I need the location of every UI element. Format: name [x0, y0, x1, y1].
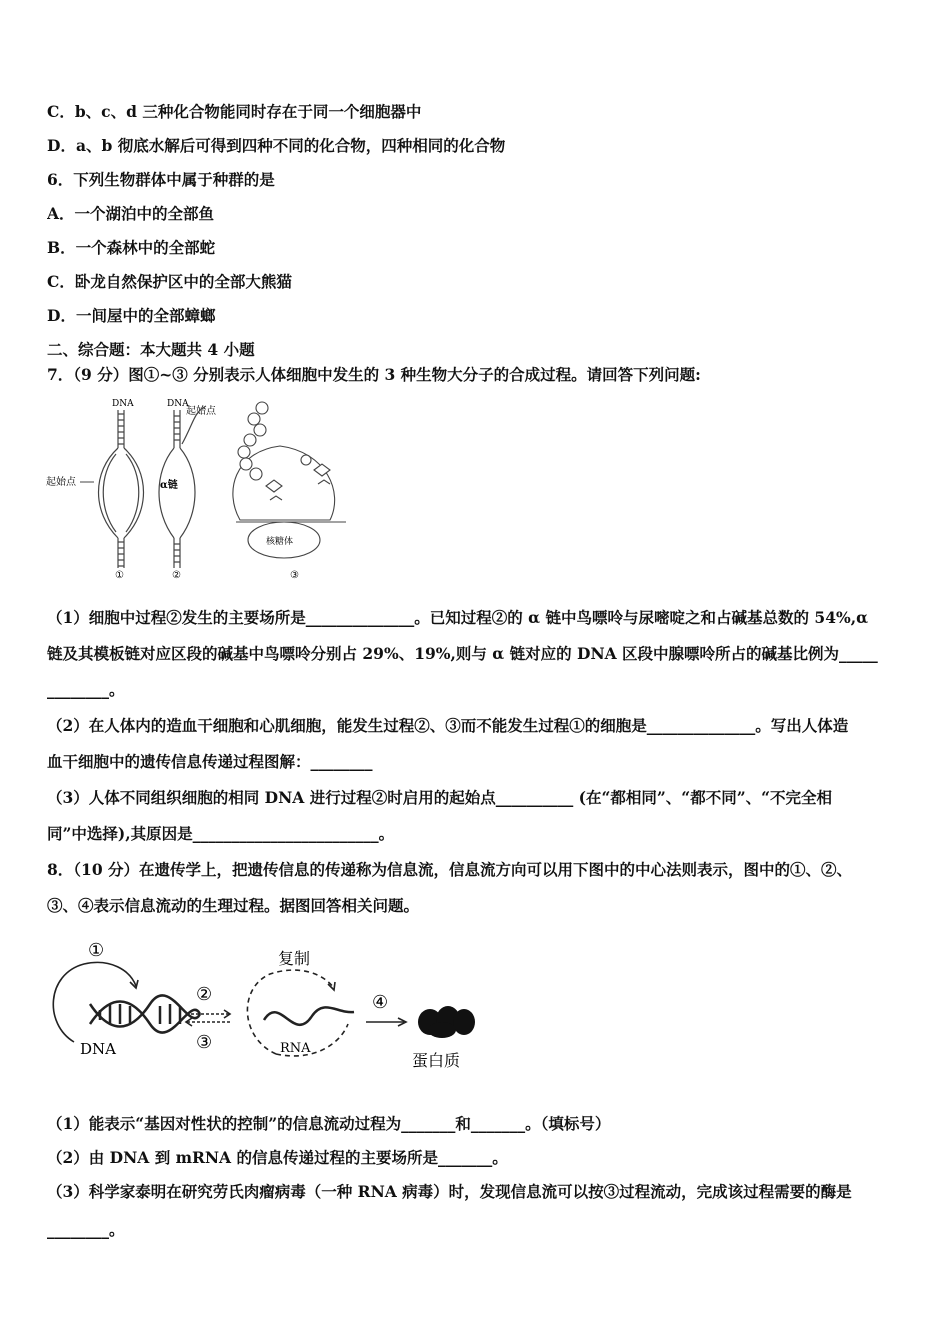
q8-fig-num1: ① [88, 940, 105, 961]
q8-fig-rna-label: RNA [280, 1041, 311, 1056]
q8-fig-num4: ④ [372, 992, 389, 1013]
q8-figure [44, 934, 494, 1074]
q8-fig-num2: ② [196, 984, 213, 1005]
q7-part1-line2: 链及其模板链对应区段的碱基中鸟嘌呤分别占 29%、19%,则与 α 链对应的 DNA 区段中腺嘌呤所占的碱基比例为_____ [47, 644, 878, 663]
q8-fig-protein-label: 蛋白质 [412, 1051, 461, 1070]
q7-fig-origin-left-label: 起始点 [46, 477, 76, 488]
q7-fig-alpha-chain-label: α链 [160, 480, 178, 491]
q7-fig-origin-top-label: 起始点 [186, 406, 216, 417]
q7-fig-num2: ② [172, 570, 181, 581]
q6-option-c: C．卧龙自然保护区中的全部大熊猫 [47, 272, 292, 291]
protein-blob-icon [418, 1006, 475, 1038]
q5-option-c: C．b、c、d 三种化合物能同时存在于同一个细胞器中 [47, 102, 422, 121]
q7-part2-line1: （2）在人体内的造血干细胞和心肌细胞，能发生过程②、③而不能发生过程①的细胞是______________。写出人体造 [47, 716, 849, 735]
q8-stem-line2: ③、④表示信息流动的生理过程。据图回答相关问题。 [47, 896, 420, 915]
q7-part2-line2: 血干细胞中的遗传信息传递过程图解：________ [47, 752, 373, 771]
q8-stem-line1: 8．（10 分）在遗传学上，把遗传信息的传递称为信息流，信息流方向可以用下图中的中心法则表示，图中的①、②、 [47, 860, 853, 879]
q7-fig-ribosome-label: 核糖体 [266, 537, 294, 547]
q6-option-a: A．一个湖泊中的全部鱼 [47, 204, 215, 223]
q6-option-d: D．一间屋中的全部蟑螂 [47, 306, 216, 325]
q7-part3-line2: 同”中选择),其原因是________________________。 [47, 824, 395, 843]
section-heading: 二、综合题：本大题共 4 小题 [47, 340, 255, 359]
q8-fig-replicate-label: 复制 [278, 949, 311, 968]
q7-part3-line1: （3）人体不同组织细胞的相同 DNA 进行过程②时启用的起始点__________ (在“都相同”、“都不同”、“不完全相 [47, 788, 833, 807]
translation-diagram [233, 402, 346, 558]
q6-option-b: B．一个森林中的全部蛇 [47, 238, 216, 257]
q8-part3-line2: ________。 [47, 1220, 125, 1239]
dna-helix-icon [90, 995, 200, 1032]
rna-strand-icon [264, 1007, 354, 1024]
q7-figure [44, 392, 364, 582]
q7-fig-dna2-label: DNA [167, 399, 189, 409]
q8-fig-num3: ③ [196, 1032, 213, 1053]
q8-fig-dna-label: DNA [80, 1040, 116, 1058]
q7-fig-dna1-label: DNA [112, 399, 134, 409]
q7-fig-num3: ③ [290, 570, 299, 581]
replication-bubble-diagram [99, 410, 144, 568]
q7-part1-line1: （1）细胞中过程②发生的主要场所是______________。已知过程②的 α 链中鸟嘌呤与尿嘧啶之和占碱基总数的 54%,α [47, 608, 869, 627]
q5-option-d: D．a、b 彻底水解后可得到四种不同的化合物，四种相同的化合物 [47, 136, 506, 155]
q7-part1-line3: ________。 [47, 680, 125, 699]
q6-stem: 6．下列生物群体中属于种群的是 [47, 170, 275, 189]
q7-stem: 7．（9 分）图①~③ 分别表示人体细胞中发生的 3 种生物大分子的合成过程。请回答下列问题: [47, 365, 701, 384]
q8-part3-line1: （3）科学家泰明在研究劳氏肉瘤病毒（一种 RNA 病毒）时，发现信息流可以按③过程流动，完成该过程需要的酶是 [47, 1182, 852, 1201]
q8-part1: （1）能表示“基因对性状的控制”的信息流动过程为_______和_______。（填标号） [47, 1114, 611, 1133]
q7-fig-num1: ① [115, 570, 124, 581]
q8-part2: （2）由 DNA 到 mRNA 的信息传递过程的主要场所是_______。 [47, 1148, 508, 1167]
